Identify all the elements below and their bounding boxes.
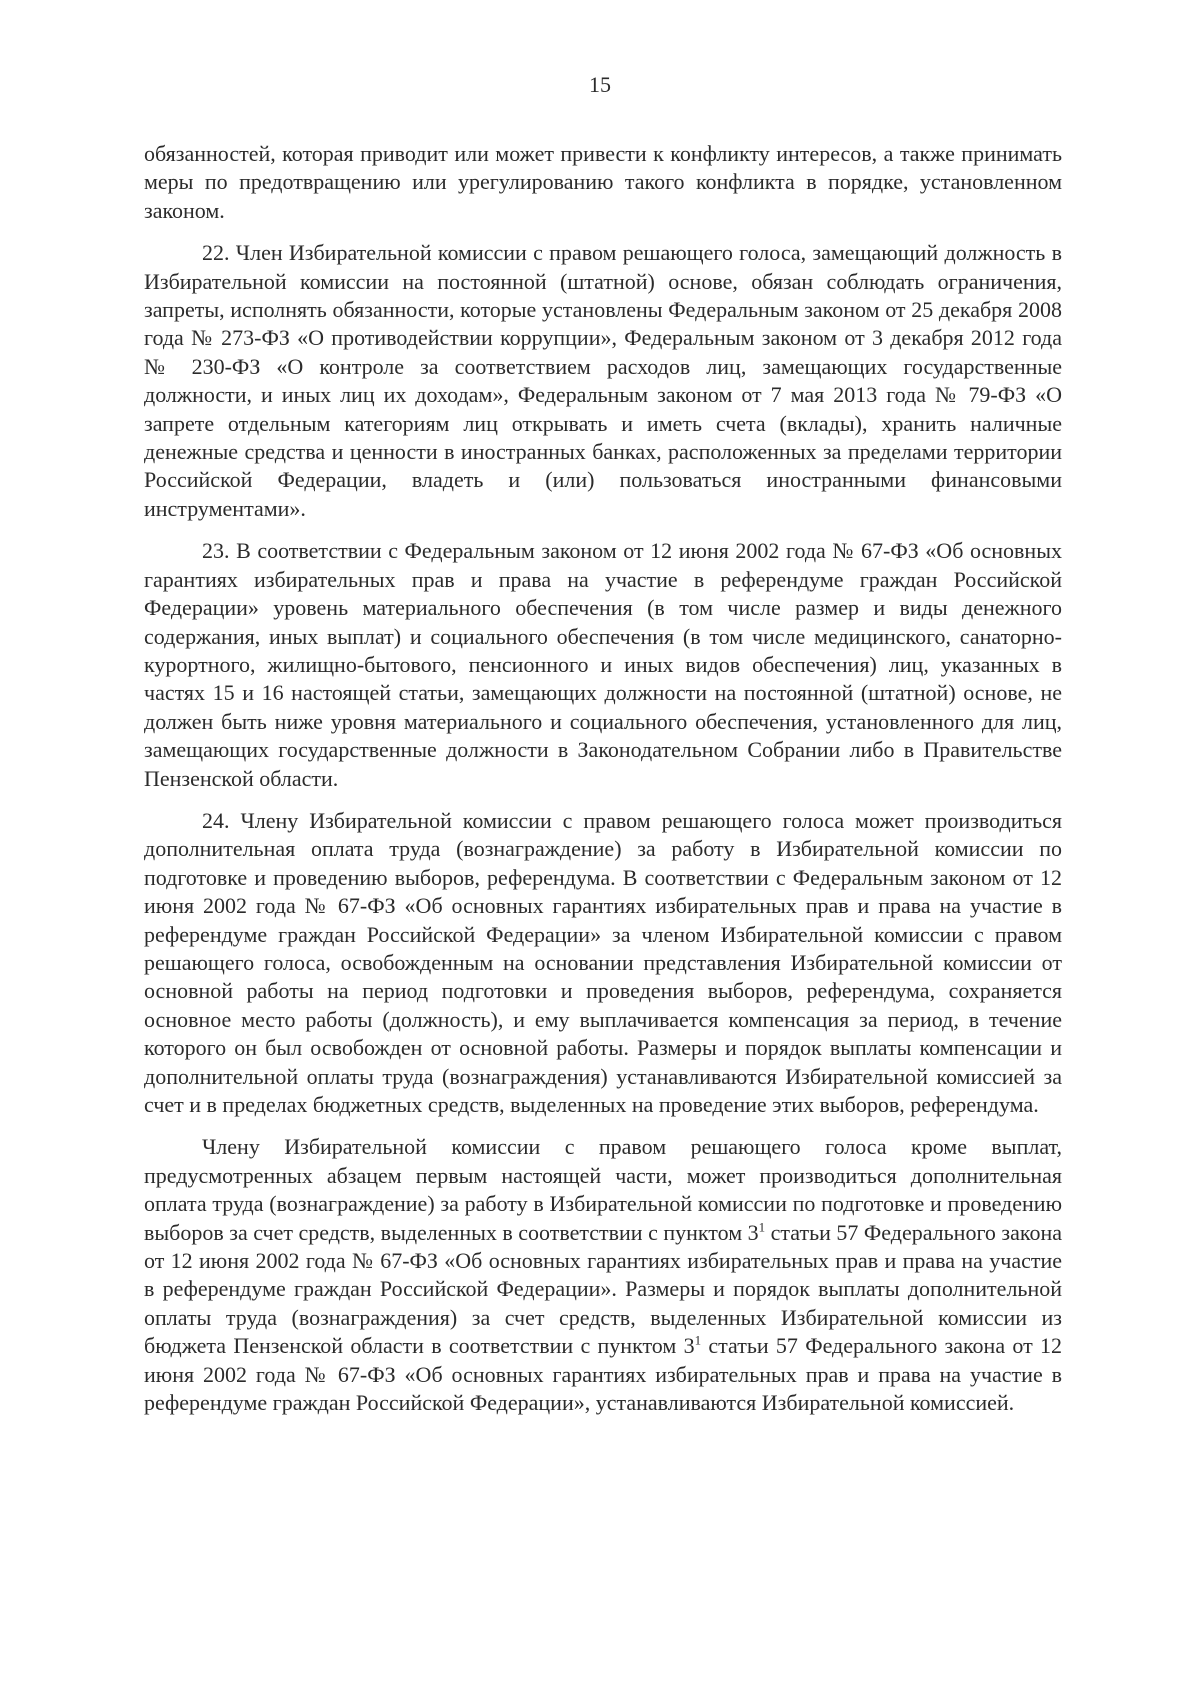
paragraph-text-part: Члену Избирательной комиссии с правом решающего голоса кроме выплат, предусмотренных абзацем первым настоящей части, может производиться дополнительная оплата труда (вознаграждение) за работу в Избирательной комиссии по подготовке и проведению выборов за счет средств, выделенных в соответствии с пунктом 3 [144,1134,1062,1245]
paragraph-22: 22. Член Избирательной комиссии с правом решающего голоса, замещающий должность в Избирательной комиссии на постоянной (штатной) основе, обязан соблюдать ограничения, запреты, исполнять обязанности, которые установлены Федеральным законом от 25 декабря 2008 года № 273-ФЗ «О противодействии коррупции», Федеральным законом от 3 декабря 2012 года № 230-ФЗ «О контроле за соответствием расходов лиц, замещающих государственные должности, и иных лиц их доходам», Федеральным законом от 7 мая 2013 года № 79-ФЗ «О запрете отдельным категориям лиц открывать и иметь счета (вклады), хранить наличные денежные средства и ценности в иностранных банках, расположенных за пределами территории Российской Федерации, владеть и (или) пользоваться иностранными финансовыми инструментами». [144,240,1062,521]
superscript: 1 [758,1219,766,1235]
paragraph-24-second [144,1133,1062,1417]
superscript: 1 [694,1332,702,1348]
paragraph-23: 23. В соответствии с Федеральным законом от 12 июня 2002 года № 67-ФЗ «Об основных гарантиях избирательных прав и права на участие в референдуме граждан Российской Федерации» уровень материального обеспечения (в том числе размер и виды денежного содержания, иных выплат) и социального обеспечения (в том числе медицинского, санаторно-курортного, жилищно-бытового, пенсионного и иных видов обеспечения) лиц, указанных в частях 15 и 16 настоящей статьи, замещающих должности на постоянной (штатной) основе, не должен быть ниже уровня материального и социального обеспечения, установленного для лиц, замещающих государственные должности в Законодательном Собрании либо в Правительстве Пензенской области. [144,538,1062,791]
paragraph-continuation: обязанностей, которая приводит или может привести к конфликту интересов, а также принимать меры по предотвращению или урегулированию такого конфликта в порядке, установленном законом. [144,141,1062,223]
paragraph-text-part: статьи 57 Федерального закона от 12 июня 2002 года № 67-ФЗ «Об основных гарантиях избирательных прав и права на участие в референдуме граждан Российской Федерации», устанавливаются Избирательной комиссией. [144,1333,1062,1416]
paragraph-text-part: статьи 57 Федерального закона от 12 июня 2002 года № 67-ФЗ «Об основных гарантиях избирательных прав и права на участие в референдуме граждан Российской Федерации». Размеры и порядок выплаты дополнительной оплаты труда (вознаграждения) за счет средств, выделенных Избирательной комиссии из бюджета Пензенской области в соответствии с пунктом 3 [144,1219,1062,1359]
document-body [144,140,1062,1431]
page-number: 15 [589,72,611,97]
paragraph-24: 24. Члену Избирательной комиссии с правом решающего голоса может производиться дополнительная оплата труда (вознаграждение) за работу в Избирательной комиссии по подготовке и проведению выборов, референдума. В соответствии с Федеральным законом от 12 июня 2002 года № 67-ФЗ «Об основных гарантиях избирательных прав и права на участие в референдуме граждан Российской Федерации» за членом Избирательной комиссии с правом решающего голоса, освобожденным на основании представления Избирательной комиссии от основной работы на период подготовки и проведения выборов, референдума, сохраняется основное место работы (должность), и ему выплачивается компенсация за период, в течение которого он был освобожден от основной работы. Размеры и порядок выплаты компенсации и дополнительной оплаты труда (вознаграждения) устанавливаются Избирательной комиссией за счет и в пределах бюджетных средств, выделенных на проведение этих выборов, референдума. [144,807,1062,1117]
